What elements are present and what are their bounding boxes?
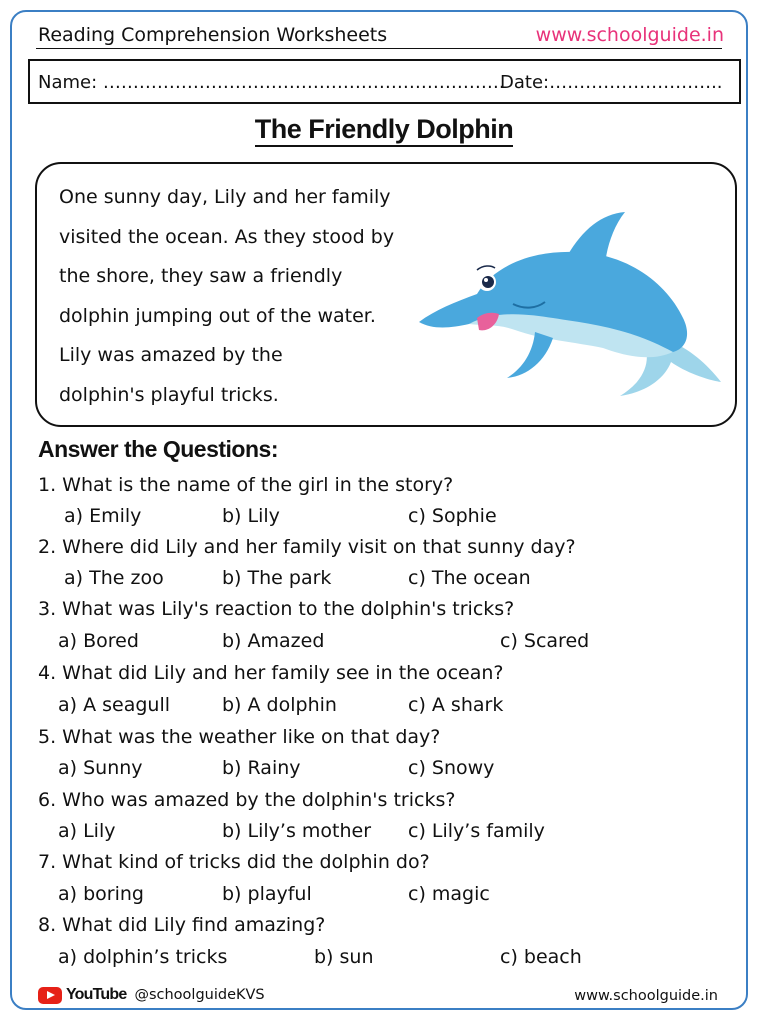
question-2: 2. Where did Lily and her family visit on that sunny day? xyxy=(38,536,576,558)
footer-website-link[interactable]: www.schoolguide.in xyxy=(574,988,718,1004)
option-5b[interactable]: b) Rainy xyxy=(222,757,301,779)
option-4b[interactable]: b) A dolphin xyxy=(222,694,337,716)
story-line: dolphin's playful tricks. xyxy=(59,384,279,406)
name-field[interactable]: Name: …………………………………………………………. xyxy=(38,72,505,93)
option-1b[interactable]: b) Lily xyxy=(222,505,280,527)
option-1a[interactable]: a) Emily xyxy=(64,505,142,527)
option-5c[interactable]: c) Snowy xyxy=(408,757,495,779)
answer-questions-heading: Answer the Questions: xyxy=(38,436,278,462)
option-2b[interactable]: b) The park xyxy=(222,567,332,589)
header-website-link[interactable]: www.schoolguide.in xyxy=(535,24,724,46)
option-7a[interactable]: a) boring xyxy=(58,883,144,905)
question-8: 8. What did Lily find amazing? xyxy=(38,914,326,936)
option-8a[interactable]: a) dolphin’s tricks xyxy=(58,946,228,968)
story-line: One sunny day, Lily and her family xyxy=(59,186,391,208)
option-3a[interactable]: a) Bored xyxy=(58,630,139,652)
youtube-play-icon xyxy=(38,987,62,1004)
question-3: 3. What was Lily's reaction to the dolphin's tricks? xyxy=(38,598,515,620)
option-6b[interactable]: b) Lily’s mother xyxy=(222,820,372,842)
option-7b[interactable]: b) playful xyxy=(222,883,312,905)
worksheet-title: Reading Comprehension Worksheets xyxy=(38,24,388,46)
option-3b[interactable]: b) Amazed xyxy=(222,630,325,652)
option-8b[interactable]: b) sun xyxy=(314,946,374,968)
option-2a[interactable]: a) The zoo xyxy=(64,567,164,589)
question-5: 5. What was the weather like on that day? xyxy=(38,726,441,748)
youtube-handle: @schoolguideKVS xyxy=(134,987,265,1003)
option-6a[interactable]: a) Lily xyxy=(58,820,116,842)
story-title-wrap xyxy=(0,114,768,145)
option-3c[interactable]: c) Scared xyxy=(500,630,590,652)
date-field[interactable]: Date:……………………….. xyxy=(500,72,723,93)
youtube-channel[interactable] xyxy=(38,986,265,1004)
header-underline xyxy=(36,48,722,49)
story-line: Lily was amazed by the xyxy=(59,344,283,366)
story-line: the shore, they saw a friendly xyxy=(59,265,343,287)
option-1c[interactable]: c) Sophie xyxy=(408,505,497,527)
story-title: The Friendly Dolphin xyxy=(255,114,514,147)
question-6: 6. Who was amazed by the dolphin's tricks? xyxy=(38,789,456,811)
option-8c[interactable]: c) beach xyxy=(500,946,582,968)
option-2c[interactable]: c) The ocean xyxy=(408,567,531,589)
dolphin-illustration xyxy=(415,202,725,402)
youtube-label: YouTube xyxy=(66,986,127,1003)
option-4c[interactable]: c) A shark xyxy=(408,694,504,716)
name-date-box xyxy=(28,59,741,104)
story-box xyxy=(35,162,737,427)
story-line: dolphin jumping out of the water. xyxy=(59,305,376,327)
option-6c[interactable]: c) Lily’s family xyxy=(408,820,545,842)
option-5a[interactable]: a) Sunny xyxy=(58,757,143,779)
option-4a[interactable]: a) A seagull xyxy=(58,694,171,716)
story-line: visited the ocean. As they stood by xyxy=(59,226,395,248)
question-4: 4. What did Lily and her family see in the ocean? xyxy=(38,662,504,684)
question-7: 7. What kind of tricks did the dolphin do? xyxy=(38,851,430,873)
question-1: 1. What is the name of the girl in the story? xyxy=(38,474,454,496)
option-7c[interactable]: c) magic xyxy=(408,883,490,905)
